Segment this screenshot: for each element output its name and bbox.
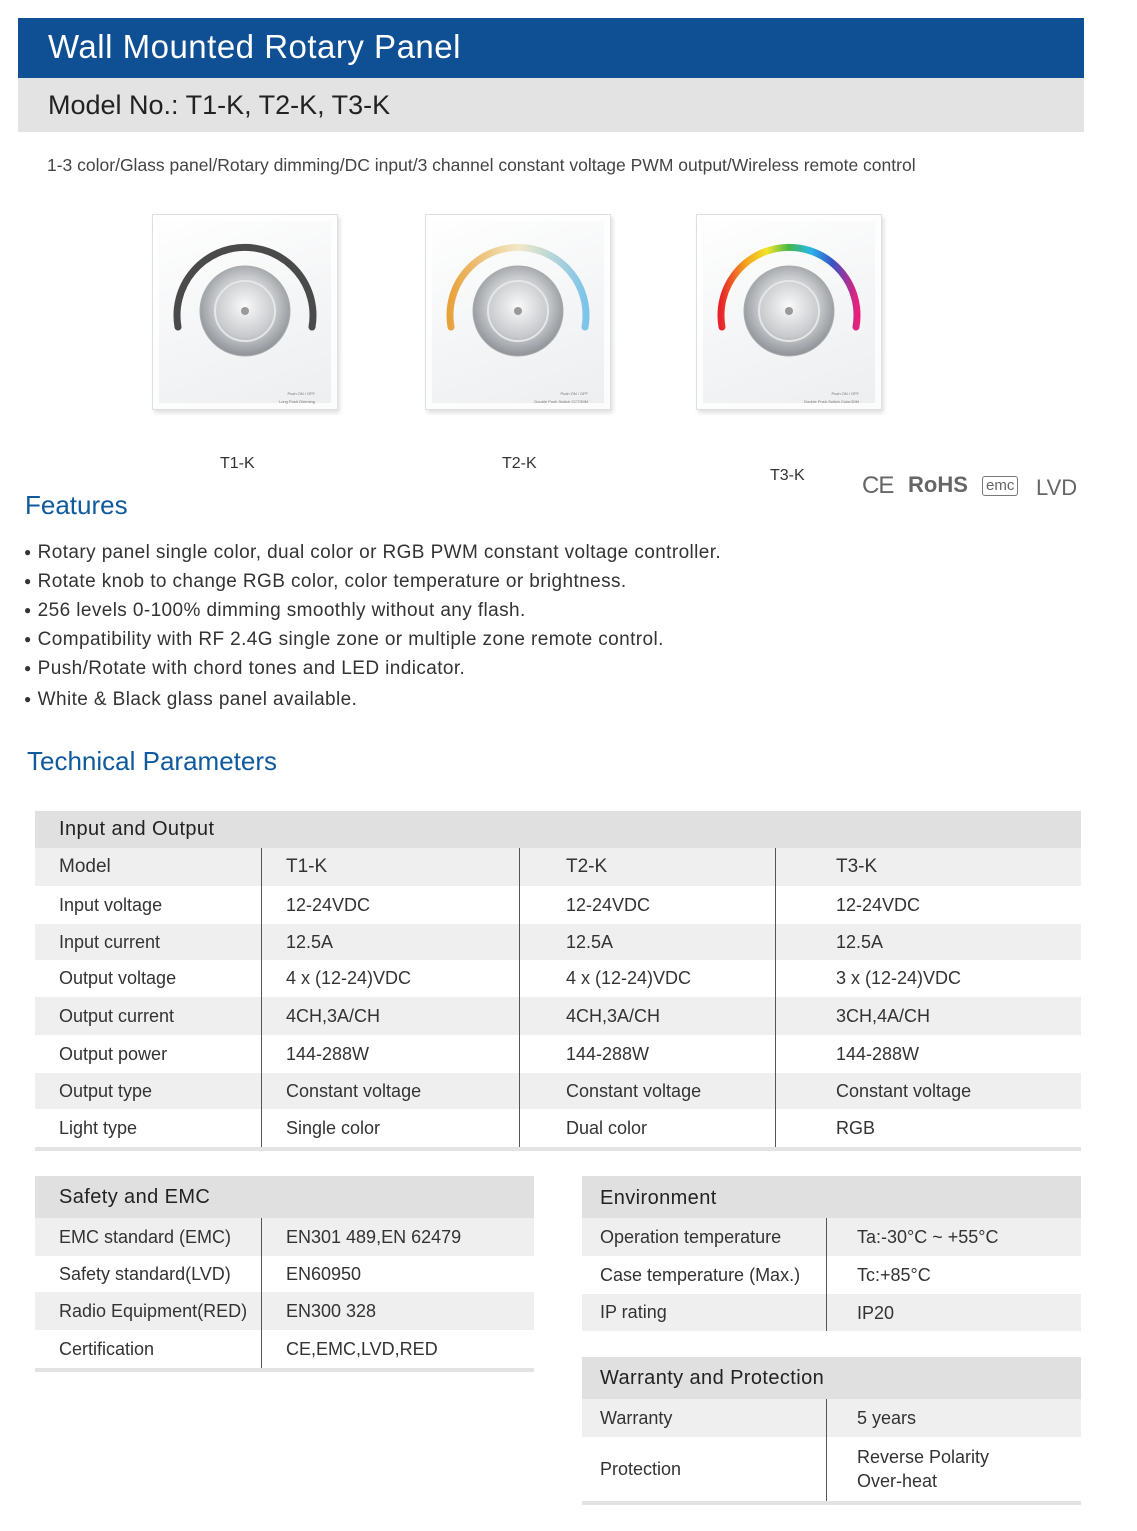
- knob-t2k-icon: [426, 215, 612, 411]
- product-caption: Push ON / OFF: [831, 391, 859, 396]
- table-cell: 12.5A: [519, 924, 775, 960]
- table-row: [582, 1256, 1081, 1294]
- table-row: [582, 1437, 1081, 1501]
- table-cell: [826, 1256, 1081, 1294]
- knob-t3k-icon: [697, 215, 883, 411]
- feature-item: ● White & Black glass panel available.: [24, 685, 721, 714]
- table-row: [35, 1330, 534, 1368]
- cell-line: EN60950: [286, 1264, 362, 1284]
- table-row: [35, 1109, 1081, 1147]
- table-row: [35, 886, 1081, 924]
- product-image-t3k: [696, 214, 882, 410]
- product-caption: Double Push Switch Color/DIM: [804, 399, 859, 404]
- page-title: Wall Mounted Rotary Panel: [18, 18, 1084, 78]
- table-cell: RGB: [775, 1109, 1081, 1147]
- table-cell: Case temperature (Max.): [600, 1264, 801, 1285]
- table-cell: [261, 1218, 534, 1256]
- table-cell: Input current: [59, 931, 161, 952]
- input-output-table: [35, 811, 1081, 1151]
- cell-line: Over-heat: [857, 1471, 938, 1491]
- product-summary: 1-3 color/Glass panel/Rotary dimming/DC input/3 channel constant voltage PWM output/Wireless remote control: [47, 155, 916, 175]
- table-row: [35, 1256, 534, 1292]
- table-cell: Constant voltage: [775, 1073, 1081, 1109]
- table-cell: EMC standard (EMC): [59, 1226, 232, 1247]
- table-header-row: [35, 848, 1081, 886]
- table-cell: Constant voltage: [261, 1073, 519, 1109]
- cell-line: CE,EMC,LVD,RED: [286, 1339, 438, 1359]
- emc-mark-icon: emc: [982, 476, 1018, 496]
- technical-heading: Technical Parameters: [27, 746, 277, 776]
- table-cell: Output type: [59, 1080, 153, 1101]
- feature-item: ● 256 levels 0-100% dimming smoothly without any flash.: [24, 596, 721, 625]
- table-cell: 12-24VDC: [261, 886, 519, 924]
- table-cell: Output current: [59, 1005, 175, 1026]
- features-heading: Features: [25, 490, 128, 520]
- table-cell: [826, 1399, 1081, 1437]
- table-row: [582, 1218, 1081, 1256]
- table-cell: Output voltage: [59, 968, 177, 988]
- cell-line: Reverse Polarity: [857, 1447, 990, 1467]
- cell-line: IP20: [857, 1302, 895, 1323]
- table-cell: 144-288W: [775, 1035, 1081, 1073]
- table-title: Input and Output: [35, 811, 1081, 848]
- table-cell: Radio Equipment(RED): [59, 1300, 248, 1321]
- column-header: T2-K: [519, 848, 775, 886]
- table-row: [35, 960, 1081, 997]
- cell-line: Tc:+85°C: [857, 1265, 931, 1285]
- column-header: T1-K: [261, 848, 519, 886]
- product-image-t1k: [152, 214, 338, 410]
- product-label-t3k: T3-K: [770, 467, 805, 484]
- table-row: [35, 1292, 534, 1330]
- table-cell: [826, 1437, 1081, 1501]
- table-bottom-rule: [582, 1501, 1081, 1505]
- table-cell: IP rating: [600, 1302, 667, 1322]
- cell-line: EN301 489,EN 62479: [286, 1227, 462, 1247]
- table-cell: 12.5A: [261, 924, 519, 960]
- knob-t1k-icon: [153, 215, 339, 411]
- table-cell: 12-24VDC: [519, 886, 775, 924]
- table-cell: 144-288W: [519, 1035, 775, 1073]
- rohs-mark-icon: RoHS: [908, 472, 968, 497]
- table-cell: Dual color: [519, 1109, 775, 1147]
- feature-item: ● Rotate knob to change RGB color, color temperature or brightness.: [24, 567, 721, 596]
- table-row: [35, 924, 1081, 960]
- table-title: Warranty and Protection: [582, 1357, 1081, 1399]
- table-cell: 4 x (12-24)VDC: [261, 960, 519, 997]
- table-cell: Single color: [261, 1109, 519, 1147]
- table-cell: 4 x (12-24)VDC: [519, 960, 775, 997]
- product-label-t1k: T1-K: [220, 455, 255, 472]
- table-cell: 4CH,3A/CH: [519, 997, 775, 1035]
- features-list: [24, 538, 721, 714]
- product-caption: Double Push Switch CCT/DIM: [534, 399, 588, 404]
- feature-item: ● Rotary panel single color, dual color or RGB PWM constant voltage controller.: [24, 538, 721, 567]
- table-cell: [261, 1292, 534, 1330]
- product-caption: Long Push Dimming: [278, 399, 315, 404]
- column-header: Model: [59, 856, 111, 877]
- feature-item: ● Push/Rotate with chord tones and LED indicator.: [24, 654, 721, 683]
- product-caption: Push ON / OFF: [560, 391, 588, 396]
- table-row: [35, 1035, 1081, 1073]
- table-cell: Warranty: [600, 1407, 673, 1428]
- product-label-t2k: T2-K: [502, 455, 537, 472]
- table-row: [35, 1073, 1081, 1109]
- table-cell: [826, 1218, 1081, 1256]
- warranty-protection-table: [582, 1357, 1081, 1505]
- table-cell: Light type: [59, 1117, 138, 1138]
- environment-table: [582, 1176, 1081, 1331]
- table-title: Safety and EMC: [35, 1176, 534, 1218]
- cell-line: 5 years: [857, 1408, 917, 1428]
- product-image-t2k: [425, 214, 611, 410]
- product-caption: Push ON / OFF: [287, 391, 315, 396]
- table-cell: [826, 1294, 1081, 1331]
- lvd-mark-icon: LVD: [1036, 475, 1078, 500]
- table-cell: 144-288W: [261, 1035, 519, 1073]
- table-cell: Output power: [59, 1043, 168, 1064]
- ce-mark-icon: CE: [862, 472, 894, 499]
- table-cell: Certification: [59, 1338, 155, 1359]
- table-bottom-rule: [35, 1147, 1081, 1151]
- table-cell: Safety standard(LVD): [59, 1263, 231, 1284]
- table-cell: Protection: [600, 1458, 682, 1479]
- feature-item: ● Compatibility with RF 2.4G single zone or multiple zone remote control.: [24, 625, 721, 654]
- table-cell: [261, 1330, 534, 1368]
- table-bottom-rule: [35, 1368, 534, 1372]
- cell-line: Ta:-30°C ~ +55°C: [857, 1227, 999, 1247]
- table-cell: 3 x (12-24)VDC: [775, 960, 1081, 997]
- table-cell: 3CH,4A/CH: [775, 997, 1081, 1035]
- table-cell: Input voltage: [59, 894, 163, 915]
- model-number: Model No.: T1-K, T2-K, T3-K: [18, 78, 1084, 132]
- column-header: T3-K: [775, 848, 1081, 886]
- table-cell: 12-24VDC: [775, 886, 1081, 924]
- table-row: [582, 1399, 1081, 1437]
- table-cell: [261, 1256, 534, 1292]
- safety-emc-table: [35, 1176, 534, 1372]
- table-row: [35, 1218, 534, 1256]
- table-cell: 12.5A: [775, 924, 1081, 960]
- table-row: [582, 1294, 1081, 1331]
- cell-line: EN300 328: [286, 1301, 377, 1321]
- table-row: [35, 997, 1081, 1035]
- table-cell: Constant voltage: [519, 1073, 775, 1109]
- table-cell: 4CH,3A/CH: [261, 997, 519, 1035]
- table-cell: Operation temperature: [600, 1226, 782, 1247]
- table-title: Environment: [582, 1176, 1081, 1218]
